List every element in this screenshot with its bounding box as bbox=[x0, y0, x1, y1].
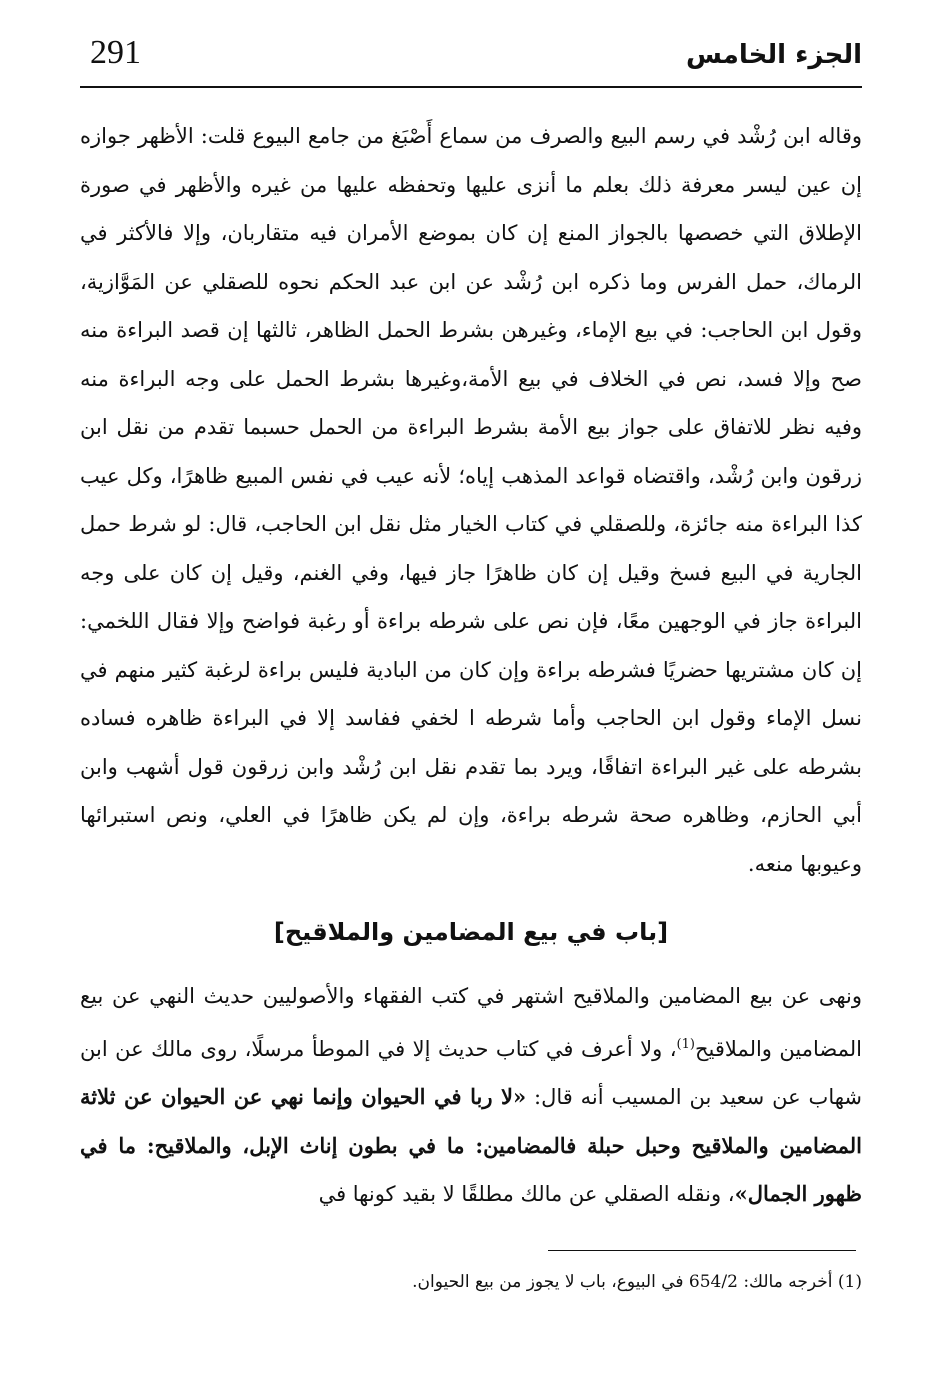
section-text-part-2: ، ولا أعرف في كتاب حديث إلا في الموطأ مرسلًا، روى مالك عن ابن شهاب عن سعيد بن المسيب أنه قال: bbox=[80, 1036, 862, 1109]
page-number: 291 bbox=[90, 34, 141, 71]
section-text-part-3: ، ونقله الصقلي عن مالك مطلقًا لا بقيد كونها في bbox=[318, 1182, 735, 1206]
section-text bbox=[80, 972, 862, 1219]
footnote-reference[interactable]: (1) bbox=[676, 1036, 695, 1052]
section-paragraph bbox=[80, 972, 862, 1219]
page-header bbox=[80, 30, 862, 86]
section-heading: [باب في بيع المضامين والملاقيح] bbox=[273, 918, 669, 946]
footnote: (1) أخرجه مالك: 654/2 في البيوع، باب لا يجوز من بيع الحيوان. bbox=[412, 1272, 862, 1292]
section-text-part-1: ونهى عن بيع المضامين والملاقيح اشتهر في كتب الفقهاء والأصوليين حديث النهي عن بيع المضامين والملاقيح bbox=[80, 984, 862, 1061]
footnote-divider bbox=[548, 1250, 856, 1251]
paragraph: وقاله ابن رُشْد في رسم البيع والصرف من سماع أَصْبَغ من جامع البيوع قلت: الأظهر جوازه إن عين ليسر معرفة ذلك بعلم ما أنزى عليها وتحفظه عليها من غيره والأظهر في صورة الإطلاق التي خصصها بالجواز المنع إن كان بموضع الأمران فيه متقاربان، وإلا فالأكثر في الرماك، حمل الفرس وما ذكره ابن رُشْد عن ابن عبد الحكم نحوه للصقلي عن المَوَّازية، وقول ابن الحاجب: في بيع الإماء، وغيرهن بشرط الحمل الظاهر، ثالثها إن قصد البراءة منه صح وإلا فسد، نص في الخلاف في بيع الأمة،وغيرها بشرط الحمل على وجه البراءة منه وفيه نظر للاتفاق على جواز بيع الأمة بشرط البراءة من الحمل حسبما تقدم من نقل ابن زرقون وابن رُشْد، واقتضاه قواعد المذهب إياه؛ لأنه عيب في نفس المبيع ظاهرًا، وكل عيب كذا البراءة منه جائزة، وللصقلي في كتاب الخيار مثل نقل ابن الحاجب، قال: لو شرط حمل الجارية في البيع فسخ وقيل إن كان ظاهرًا جاز فيها، وفي الغنم، وقيل إن كان على وجه البراءة جاز في الوجهين معًا، فإن نص على شرطه براءة أو رغبة فواضح وإلا فقال اللخمي: إن كان مشتريها حضريًا فشرطه براءة وإن كان من البادية فليس براءة لرغبة كثير منهم في نسل الإماء وقول ابن الحاجب وأما شرطه ا لخفي ففاسد إلا في البراءة ظاهره فساده بشرطه على غير البراءة اتفاقًا، ويرد بما تقدم نقل ابن رُشْد وابن زرقون قول أشهب وابن أبي الحازم، وظاهره صحة شرطه براءة، وإن لم يكن ظاهرًا في العلي، ونص استبرائها وعيوبها منعه. bbox=[80, 124, 862, 876]
header-divider bbox=[80, 86, 862, 88]
main-text bbox=[80, 112, 862, 888]
part-title: الجزء الخامس bbox=[686, 40, 862, 70]
hadith-quote: «لا ربا في الحيوان وإنما نهي عن الحيوان عن ثلاثة المضامين والملاقيح وحبل حبلة فالمضامين: ما في بطون إناث الإبل، والملاقيح: ما في ظهور الجمال» bbox=[80, 1084, 862, 1206]
